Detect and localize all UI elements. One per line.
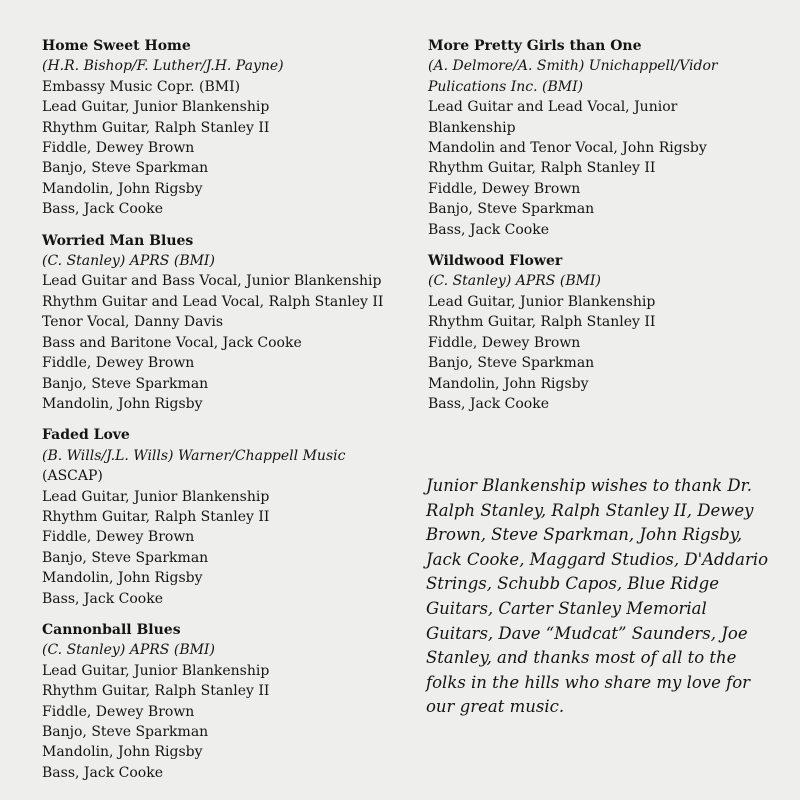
personnel-line: Bass, Jack Cooke <box>42 590 163 607</box>
personnel-line: Fiddle, Dewey Brown <box>42 703 195 720</box>
songwriter-credit: (A. Delmore/A. Smith) Unichappell/Vidor <box>428 58 718 75</box>
personnel-line: Rhythm Guitar, Ralph Stanley II <box>42 119 270 136</box>
personnel-line: Mandolin, John Rigsby <box>42 395 203 412</box>
personnel-line: Rhythm Guitar, Ralph Stanley II <box>42 508 270 525</box>
song-title: Faded Love <box>42 427 130 444</box>
song-title: Cannonball Blues <box>42 621 181 638</box>
personnel-line: Lead Guitar and Lead Vocal, Junior <box>428 99 678 116</box>
personnel-line: Mandolin, John Rigsby <box>42 744 203 761</box>
song-title: Home Sweet Home <box>42 38 191 54</box>
personnel-line: Rhythm Guitar, Ralph Stanley II <box>428 314 656 331</box>
personnel-line: Lead Guitar, Junior Blankenship <box>428 293 656 310</box>
personnel-line: Banjo, Steve Sparkman <box>42 549 209 566</box>
songwriter-credit: (B. Wills/J.L. Wills) Warner/Chappell Music <box>42 447 346 464</box>
left-column <box>42 36 402 794</box>
personnel-line: Blankenship <box>428 119 516 136</box>
personnel-line: Tenor Vocal, Danny Davis <box>42 314 224 331</box>
personnel-line: Mandolin and Tenor Vocal, John Rigsby <box>428 140 707 157</box>
song-block <box>428 251 768 414</box>
personnel-line: Mandolin, John Rigsby <box>42 570 203 587</box>
personnel-line: Bass, Jack Cooke <box>428 395 549 412</box>
personnel-line: Bass, Jack Cooke <box>428 221 549 238</box>
personnel-line: Mandolin, John Rigsby <box>428 375 589 392</box>
personnel-line: Mandolin, John Rigsby <box>42 180 203 197</box>
personnel-line: Bass, Jack Cooke <box>42 201 163 218</box>
publisher-credit: Embassy Music Copr. (BMI) <box>42 78 241 95</box>
songwriter-credit: (C. Stanley) APRS (BMI) <box>42 642 215 659</box>
personnel-line: Lead Guitar, Junior Blankenship <box>42 488 270 505</box>
personnel-line: Lead Guitar, Junior Blankenship <box>42 99 270 116</box>
songwriter-credit: (C. Stanley) APRS (BMI) <box>428 273 601 290</box>
publisher-credit: (ASCAP) <box>42 468 103 485</box>
personnel-line: Banjo, Steve Sparkman <box>428 201 595 218</box>
song-block <box>428 36 768 240</box>
personnel-line: Banjo, Steve Sparkman <box>42 160 209 177</box>
personnel-line: Rhythm Guitar and Lead Vocal, Ralph Stanley II <box>42 293 384 310</box>
personnel-line: Lead Guitar and Bass Vocal, Junior Blankenship <box>42 273 382 290</box>
songwriter-credit: (H.R. Bishop/F. Luther/J.H. Payne) <box>42 58 284 75</box>
song-block <box>42 231 402 415</box>
songwriter-credit: Pulications Inc. (BMI) <box>428 78 584 95</box>
personnel-line: Fiddle, Dewey Brown <box>428 180 581 197</box>
songwriter-credit: (C. Stanley) APRS (BMI) <box>42 253 215 270</box>
acknowledgement-text: Junior Blankenship wishes to thank Dr. Ralph Stanley, Ralph Stanley II, Dewey Brown, Steve Sparkman, John Rigsby, Jack Cooke, Maggard Studios, D'Addario Strings, Schubb Capos, Blue Ridge Guitars, Carter Stanley Memorial Guitars, Dave “Mudcat” Saunders, Joe Stanley, and thanks most of all to the folks in the hills who share my love for our great music. <box>426 476 769 717</box>
personnel-line: Banjo, Steve Sparkman <box>428 355 595 372</box>
personnel-line: Banjo, Steve Sparkman <box>42 375 209 392</box>
personnel-line: Fiddle, Dewey Brown <box>42 140 195 157</box>
song-block <box>42 425 402 609</box>
right-column <box>428 36 768 425</box>
personnel-line: Fiddle, Dewey Brown <box>428 334 581 351</box>
personnel-line: Banjo, Steve Sparkman <box>42 724 209 740</box>
personnel-line: Rhythm Guitar, Ralph Stanley II <box>42 683 270 700</box>
personnel-line: Rhythm Guitar, Ralph Stanley II <box>428 160 656 177</box>
song-block <box>42 36 402 220</box>
song-title: More Pretty Girls than One <box>428 38 642 54</box>
song-title: Wildwood Flower <box>428 253 563 270</box>
song-title: Worried Man Blues <box>42 232 194 249</box>
song-block <box>42 620 402 783</box>
personnel-line: Bass and Baritone Vocal, Jack Cooke <box>42 334 302 351</box>
personnel-line: Lead Guitar, Junior Blankenship <box>42 662 270 679</box>
personnel-line: Bass, Jack Cooke <box>42 764 163 781</box>
personnel-line: Fiddle, Dewey Brown <box>42 355 195 372</box>
personnel-line: Fiddle, Dewey Brown <box>42 529 195 546</box>
